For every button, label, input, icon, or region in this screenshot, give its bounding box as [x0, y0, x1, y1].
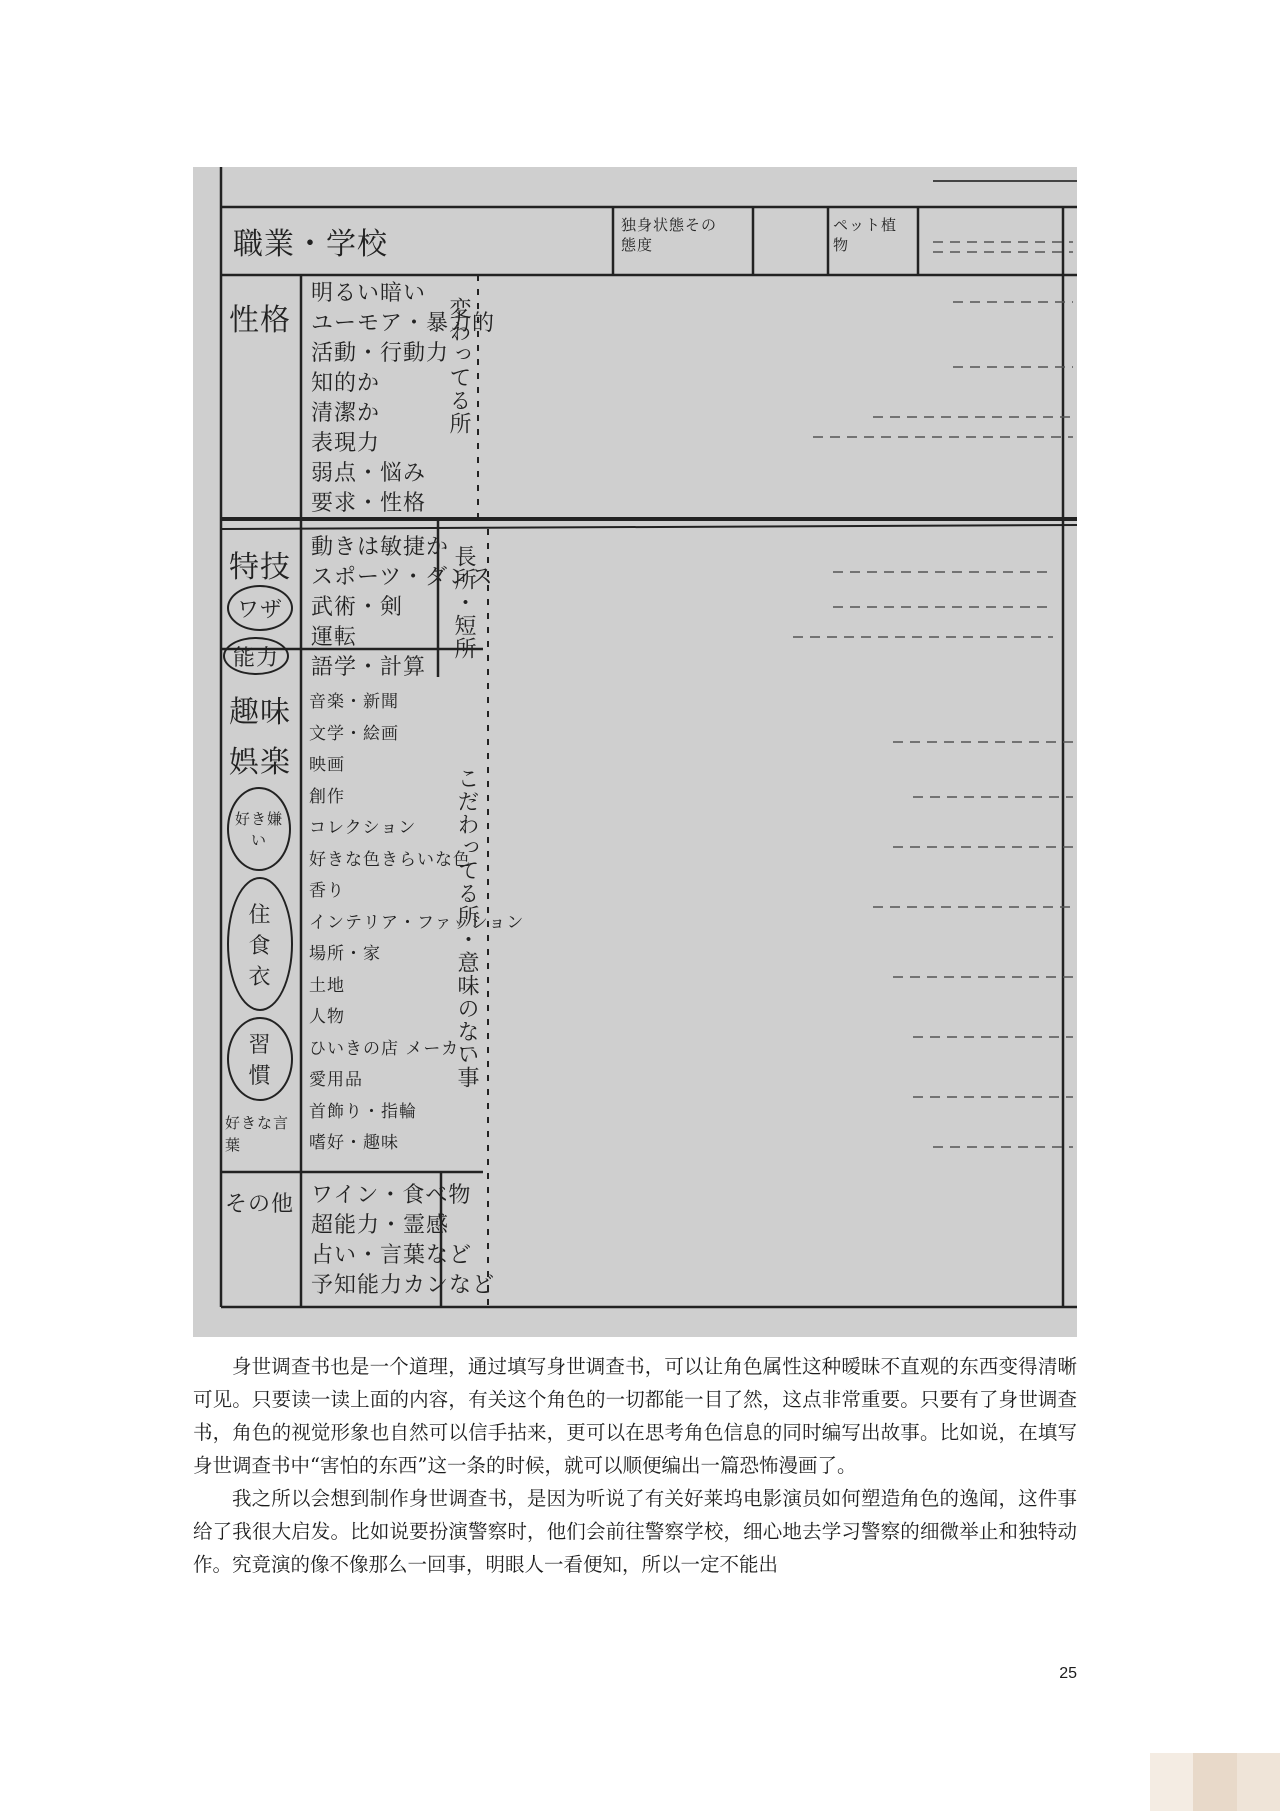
- other-label: その他: [225, 1192, 295, 1217]
- personality-note: 変わってる所: [446, 297, 471, 435]
- list-item: 香り: [309, 881, 345, 901]
- paragraph: 身世调查书也是一个道理，通过填写身世调查书，可以让角色属性这种暧昧不直观的东西变得清晰可见。只要读一读上面的内容，有关这个角色的一切都能一目了然，这点非常重要。只要有了身世调查书，角色的视觉形象也自然可以信手拈来，更可以在思考角色信息的同时编写出故事。比如说，在填写身世调查书中“害怕的东西”这一条的时候，就可以顺便编出一篇恐怖漫画了。: [193, 1355, 1077, 1477]
- scanned-form-image: [193, 167, 1077, 1337]
- list-item: 超能力・霊感: [311, 1213, 450, 1238]
- circled-char: 住: [248, 902, 272, 928]
- list-item: 予知能力カンなど: [311, 1273, 496, 1298]
- header-family-label: 独身状態その態度: [621, 216, 718, 254]
- skills-circled-2: 能力: [223, 637, 289, 675]
- list-item: 土地: [309, 975, 345, 996]
- page-number: 25: [1059, 1665, 1077, 1682]
- list-item: 嗜好・趣味: [309, 1133, 399, 1153]
- corner-decoration: [1150, 1753, 1280, 1811]
- list-item: ひいきの店 メーカー: [309, 1038, 478, 1059]
- other-items: [311, 1181, 495, 1301]
- hobbies-label-3: 好きな言葉: [225, 1114, 290, 1154]
- list-item: 知的か: [311, 371, 381, 396]
- personality-label: 性格: [229, 303, 291, 338]
- list-item: 武術・剣: [311, 595, 404, 620]
- corner-block: [1193, 1753, 1236, 1811]
- skills-label: 特技: [229, 550, 291, 585]
- hobbies-label-2: 娯楽: [229, 745, 291, 780]
- circled-char: 慣: [248, 1064, 272, 1089]
- hobbies-items: [309, 687, 524, 1160]
- list-item: 要求・性格: [311, 491, 427, 516]
- list-item: 明るい暗い: [311, 281, 427, 306]
- hobbies-circled-likes: 好き嫌い: [227, 787, 291, 871]
- corner-block: [1150, 1753, 1193, 1811]
- header-job-label: 職業・学校: [233, 227, 388, 262]
- skills-circled-1: ワザ: [227, 585, 293, 631]
- list-item: 活動・行動力: [311, 341, 450, 366]
- list-item: インテリア・ファッション: [309, 912, 525, 933]
- list-item: 動きは敏捷か: [311, 535, 450, 560]
- list-item: 場所・家: [309, 944, 381, 964]
- list-item: 音楽・新聞: [309, 692, 399, 712]
- paragraph: 我之所以会想到制作身世调查书，是因为听说了有关好莱坞电影演员如何塑造角色的逸闻，这件事给了我很大启发。比如说要扮演警察时，他们会前往警察学校，细心地去学习警察的细微举止和独特动作。究竟演的像不像那么一回事，明眼人一看便知，所以一定不能出: [193, 1487, 1077, 1576]
- hobbies-note: こだわってる所・意味のない事: [454, 767, 479, 1089]
- list-item: ユーモア・暴力的: [311, 311, 496, 336]
- body-text: [193, 1350, 1077, 1581]
- list-item: コレクション: [309, 818, 417, 838]
- list-item: 人物: [309, 1007, 345, 1027]
- hobbies-label-1: 趣味: [229, 695, 291, 730]
- circled-char: 食: [248, 933, 272, 959]
- list-item: 愛用品: [309, 1070, 363, 1090]
- circled-char: 衣: [248, 964, 272, 990]
- list-item: 創作: [309, 786, 345, 807]
- skills-note: 長所・短所: [451, 545, 476, 660]
- list-item: 語学・計算: [311, 655, 427, 680]
- list-item: 好きな色きらいな色: [309, 849, 471, 870]
- list-item: 映画: [309, 755, 345, 775]
- list-item: 占い・言葉など: [311, 1243, 473, 1268]
- hobbies-circled-life: [227, 877, 293, 1011]
- list-item: ワイン・食べ物: [311, 1183, 472, 1208]
- list-item: 清潔か: [311, 401, 381, 426]
- corner-block: [1237, 1753, 1280, 1811]
- circled-char: 習: [248, 1033, 272, 1058]
- hobbies-circled-habits: [227, 1017, 293, 1101]
- list-item: 首飾り・指輪: [309, 1101, 417, 1122]
- list-item: 文学・絵画: [309, 723, 399, 744]
- list-item: 運転: [311, 625, 358, 650]
- list-item: スポーツ・ダンス: [311, 565, 494, 590]
- header-pet-label: ペット植物: [833, 216, 898, 254]
- list-item: 弱点・悩み: [311, 461, 427, 486]
- list-item: 表現力: [311, 431, 381, 456]
